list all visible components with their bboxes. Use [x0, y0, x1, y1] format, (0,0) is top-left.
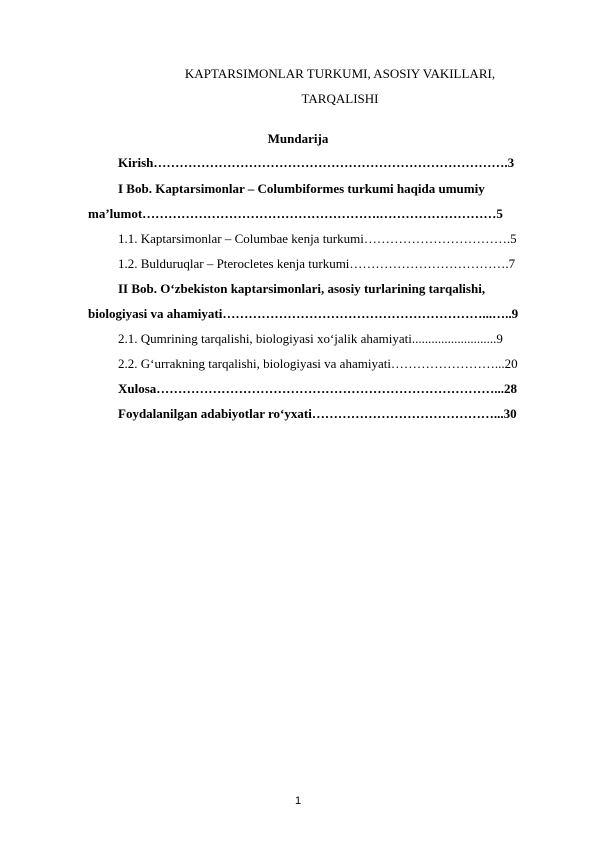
toc-entry-section-1-2[interactable]: 1.2. Bulduruqlar – Pterocletes kenja turkumi……………………………….7: [118, 256, 516, 271]
toc-entry-references[interactable]: Foydalanilgan adabiyotlar ro‘yxati……………………………………...30: [118, 406, 517, 421]
toc-entry-conclusion[interactable]: Xulosa……………………………………………………………………...28: [118, 381, 518, 396]
toc-entry-chapter-1-cont[interactable]: ma’lumot……………………………………………….………………………5: [88, 206, 503, 221]
page-number: 1: [294, 795, 302, 807]
toc-entry-section-2-2[interactable]: 2.2. G‘urrakning tarqalishi, biologiyasi va ahamiyati……………………...20: [118, 356, 518, 371]
toc-entry-chapter-2[interactable]: II Bob. O‘zbekiston kaptarsimonlari, asosiy turlarining tarqalishi,: [118, 281, 486, 296]
toc-entry-section-2-1[interactable]: 2.1. Qumrining tarqalishi, biologiyasi xo‘jalik ahamiyati..........................9: [118, 331, 503, 346]
toc-entry-introduction[interactable]: Kirish……………………………………………………………………….3: [118, 155, 515, 170]
toc-entry-chapter-2-cont[interactable]: biologiyasi va ahamiyati……………………………………………………...…..9: [88, 306, 519, 321]
toc-entry-chapter-1[interactable]: I Bob. Kaptarsimonlar – Columbiformes turkumi haqida umumiy: [118, 181, 485, 196]
contents-heading: Mundarija: [267, 131, 329, 146]
title-line-2: TARQALISHI: [301, 91, 379, 106]
title-line-1: KAPTARSIMONLAR TURKUMI, ASOSIY VAKILLARI,: [184, 66, 496, 81]
toc-entry-section-1-1[interactable]: 1.1. Kaptarsimonlar – Columbae kenja turkumi…………………………….5: [118, 231, 517, 246]
document-title: [150, 61, 530, 111]
